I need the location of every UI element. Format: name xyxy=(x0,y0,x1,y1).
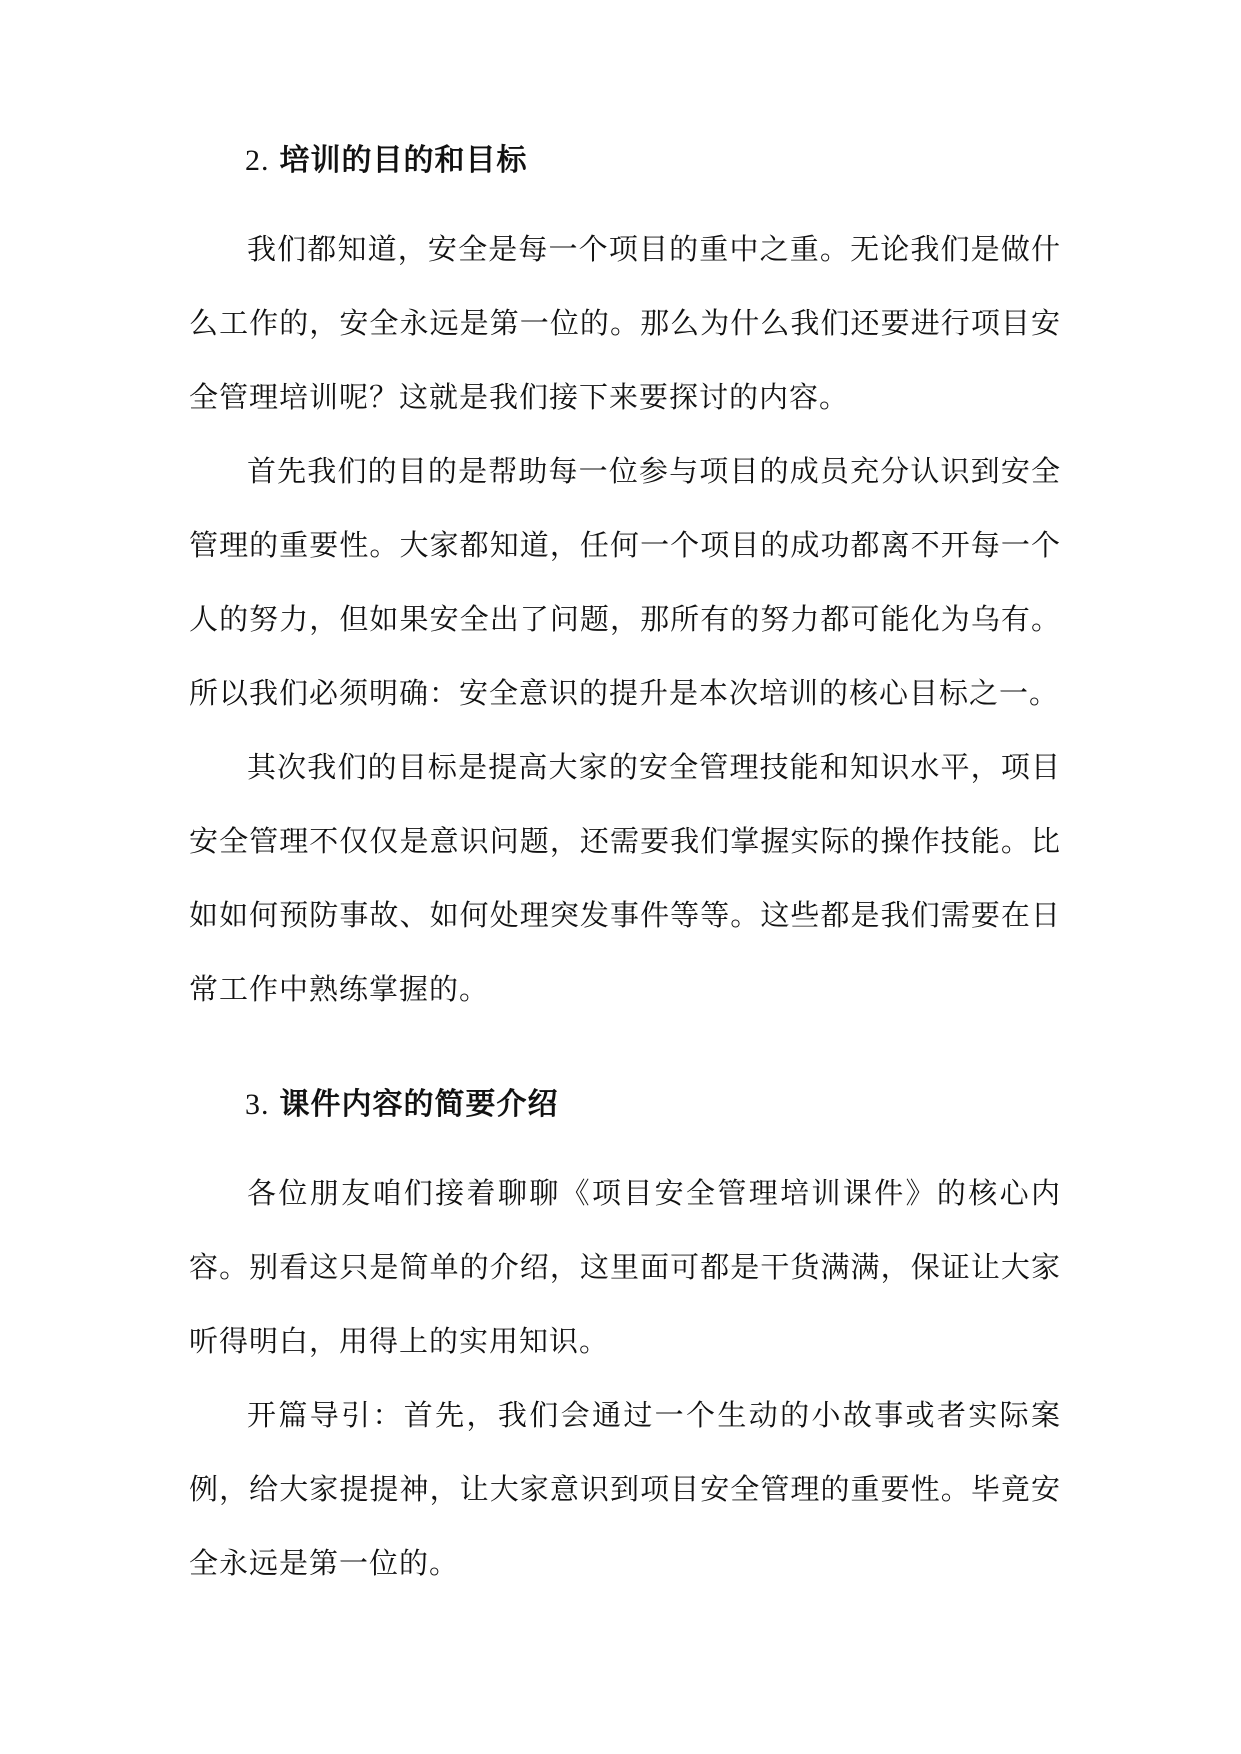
section-number: 3. xyxy=(245,1088,270,1121)
paragraph: 我们都知道，安全是每一个项目的重中之重。无论我们是做什么工作的，安全永远是第一位的。那么为什么我们还要进行项目安全管理培训呢？这就是我们接下来要探讨的内容。 xyxy=(189,232,1061,414)
section-title: 课件内容的简要介绍 xyxy=(279,1087,559,1122)
section-number: 2. xyxy=(245,144,270,177)
section-heading xyxy=(245,1084,1061,1126)
section-training-goals xyxy=(189,140,1061,1026)
paragraph: 各位朋友咱们接着聊聊《项目安全管理培训课件》的核心内容。别看这只是简单的介绍，这里面可都是干货满满，保证让大家听得明白，用得上的实用知识。 xyxy=(189,1176,1061,1358)
page-content xyxy=(189,140,1061,1600)
section-heading xyxy=(245,140,1061,182)
section-courseware-intro xyxy=(189,1084,1061,1600)
paragraph: 其次我们的目标是提高大家的安全管理技能和知识水平，项目安全管理不仅仅是意识问题，还需要我们掌握实际的操作技能。比如如何预防事故、如何处理突发事件等等。这些都是我们需要在日常工作中熟练掌握的。 xyxy=(189,750,1061,1006)
section-title: 培训的目的和目标 xyxy=(279,143,528,178)
paragraph: 开篇导引：首先，我们会通过一个生动的小故事或者实际案例，给大家提提神，让大家意识到项目安全管理的重要性。毕竟安全永远是第一位的。 xyxy=(189,1398,1061,1580)
paragraph: 首先我们的目的是帮助每一位参与项目的成员充分认识到安全管理的重要性。大家都知道，任何一个项目的成功都离不开每一个人的努力，但如果安全出了问题，那所有的努力都可能化为乌有。所以我们必须明确：安全意识的提升是本次培训的核心目标之一。 xyxy=(189,454,1061,710)
